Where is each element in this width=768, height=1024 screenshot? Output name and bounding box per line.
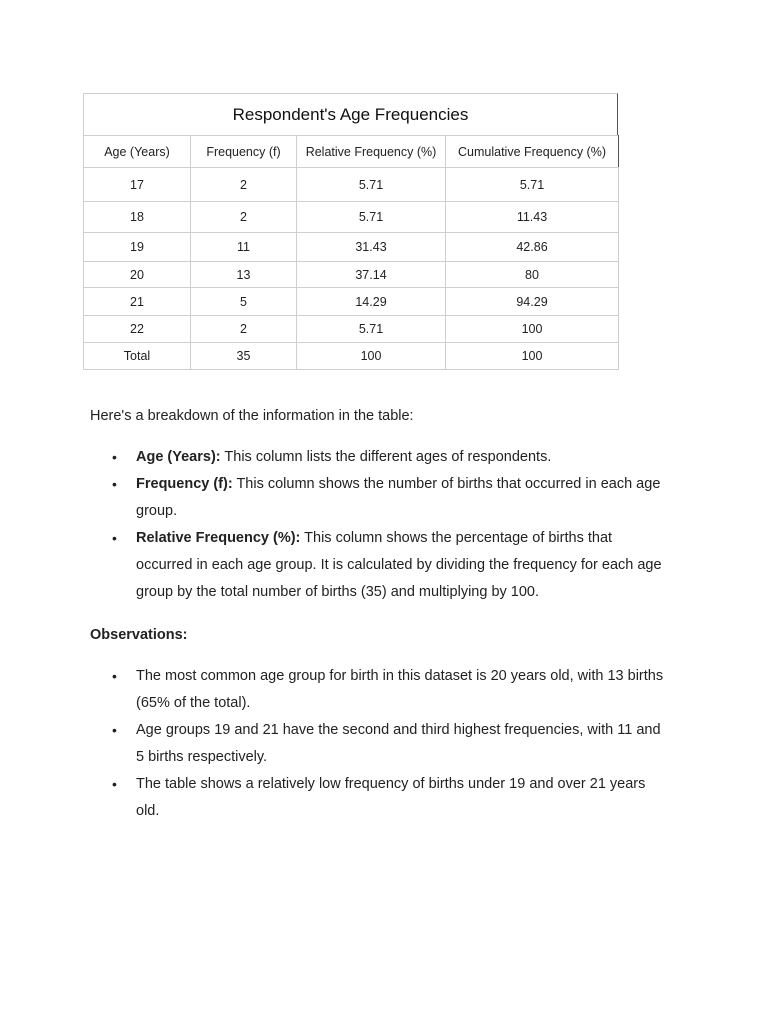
list-item (112, 663, 690, 717)
column-header-relative-frequency: Relative Frequency (%) (297, 136, 446, 168)
cell-frequency: 13 (191, 262, 297, 288)
breakdown-list (90, 444, 690, 606)
table-header-row (84, 136, 619, 168)
cell-frequency: 2 (191, 168, 297, 202)
table-row (84, 288, 619, 316)
bullet-icon: • (112, 668, 117, 684)
breakdown-intro: Here's a breakdown of the information in the table: (90, 408, 414, 424)
table-row (84, 316, 619, 343)
cell-frequency: 2 (191, 316, 297, 343)
cell-relative-frequency: 31.43 (297, 233, 446, 262)
cell-total-cumulative-frequency: 100 (446, 343, 619, 370)
cell-age: 19 (84, 233, 191, 262)
column-header-cumulative-frequency: Cumulative Frequency (%) (446, 136, 619, 168)
list-item (112, 771, 690, 825)
cell-cumulative-frequency: 42.86 (446, 233, 619, 262)
cell-frequency: 2 (191, 202, 297, 233)
observation-text: The table shows a relatively low frequency of births under 19 and over 21 years old. (136, 776, 646, 819)
age-frequency-table (83, 93, 618, 370)
term-description: This column lists the different ages of respondents. (220, 449, 552, 465)
observation-text: Age groups 19 and 21 have the second and third highest frequencies, with 11 and 5 births respectively. (136, 722, 661, 765)
bullet-icon: • (112, 476, 117, 492)
term-description: This column shows the percentage of births that occurred in each age group. It is calculated by dividing the frequency for each age group by the total number of births (35) and multiplying by 100. (136, 530, 662, 600)
cell-frequency: 5 (191, 288, 297, 316)
cell-age: 21 (84, 288, 191, 316)
cell-total-label: Total (84, 343, 191, 370)
table-row (84, 168, 619, 202)
bullet-icon: • (112, 722, 117, 738)
cell-frequency: 11 (191, 233, 297, 262)
column-header-age: Age (Years) (84, 136, 191, 168)
observation-text: The most common age group for birth in this dataset is 20 years old, with 13 births (65% of the total). (136, 668, 664, 711)
cell-relative-frequency: 5.71 (297, 202, 446, 233)
explanation-text (90, 403, 690, 825)
cell-cumulative-frequency: 11.43 (446, 202, 619, 233)
list-item (112, 471, 690, 525)
term-label: Frequency (f): (136, 476, 233, 492)
cell-relative-frequency: 5.71 (297, 168, 446, 202)
term-label: Age (Years): (136, 449, 221, 465)
cell-cumulative-frequency: 5.71 (446, 168, 619, 202)
cell-age: 18 (84, 202, 191, 233)
cell-relative-frequency: 5.71 (297, 316, 446, 343)
table-row (84, 233, 619, 262)
cell-age: 17 (84, 168, 191, 202)
bullet-icon: • (112, 776, 117, 792)
cell-age: 20 (84, 262, 191, 288)
cell-relative-frequency: 14.29 (297, 288, 446, 316)
list-item (112, 717, 690, 771)
list-item (112, 444, 690, 471)
observations-heading: Observations: (90, 627, 188, 643)
list-item (112, 525, 690, 606)
table-total-row (84, 343, 619, 370)
table-title: Respondent's Age Frequencies (83, 93, 618, 135)
observations-list (90, 663, 690, 825)
cell-total-relative-frequency: 100 (297, 343, 446, 370)
term-description: This column shows the number of births that occurred in each age group. (136, 476, 661, 519)
cell-relative-frequency: 37.14 (297, 262, 446, 288)
table-row (84, 262, 619, 288)
cell-total-frequency: 35 (191, 343, 297, 370)
cell-cumulative-frequency: 100 (446, 316, 619, 343)
term-label: Relative Frequency (%): (136, 530, 301, 546)
bullet-icon: • (112, 530, 117, 546)
bullet-icon: • (112, 449, 117, 465)
column-header-frequency: Frequency (f) (191, 136, 297, 168)
cell-age: 22 (84, 316, 191, 343)
frequency-table-grid (83, 135, 619, 370)
cell-cumulative-frequency: 80 (446, 262, 619, 288)
cell-cumulative-frequency: 94.29 (446, 288, 619, 316)
table-row (84, 202, 619, 233)
